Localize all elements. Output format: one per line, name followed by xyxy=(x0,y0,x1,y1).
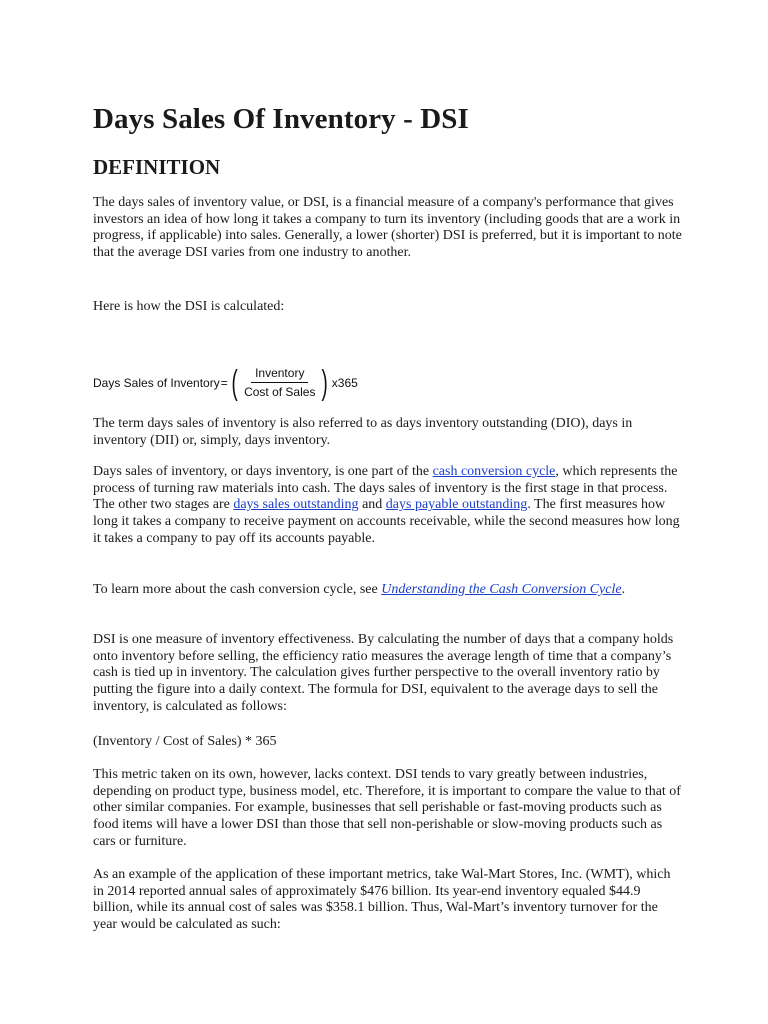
ccc-text-3: and xyxy=(358,497,386,513)
learn-text-2: . xyxy=(621,582,626,597)
formula-label: Days Sales of Inventory xyxy=(93,376,220,390)
intro-paragraph: The days sales of inventory value, or DSI, is a financial measure of a company's performance that gives investors an idea of how long it takes a company to turn its inventory (including goods that are a work in progress, if applicable) into sales. Generally, a lower (shorter) DSI is preferred, but it is important to note that the average DSI varies from one industry to another. xyxy=(93,195,682,261)
ccc-text-4: . The first measures how long it takes a company to receive payment on accounts receivable, while the second measures how long it takes a company to pay off its accounts payable. xyxy=(93,497,680,546)
effectiveness-paragraph: DSI is one measure of inventory effectiveness. By calculating the number of days that a company holds onto inventory before selling, the efficiency ratio measures the average length of time that a company’s cash is tied up in inventory. The calculation gives further perspective to the overall inventory ratio by putting the figure into a daily context. The formula for DSI, equivalent to the average days to sell the inventory, is calculated as follows: xyxy=(93,632,674,714)
page-title: Days Sales Of Inventory - DSI xyxy=(93,103,469,135)
understanding-ccc-link[interactable]: Understanding the Cash Conversion Cycle xyxy=(381,582,622,597)
days-sales-outstanding-link[interactable]: days sales outstanding xyxy=(233,497,359,513)
calc-intro-paragraph: Here is how the DSI is calculated: xyxy=(93,299,285,314)
ccc-text-2: , which represents the process of turning raw materials into cash. The days sales of inventory is the first stage in that process. The other two stages are xyxy=(93,464,678,513)
dio-paragraph: The term days sales of inventory is also referred to as days inventory outstanding (DIO), days in inventory (DII) or, simply, days inventory. xyxy=(93,416,633,448)
dsi-formula-image xyxy=(93,364,358,402)
learn-text-1: To learn more about the cash conversion cycle, see xyxy=(93,582,382,597)
ccc-text-1: Days sales of inventory, or days inventory, is one part of the xyxy=(93,464,433,479)
formula-numerator: Inventory xyxy=(251,366,308,383)
section-heading-definition: DEFINITION xyxy=(93,155,221,179)
example-paragraph: As an example of the application of these important metrics, take Wal-Mart Stores, Inc. (WMT), which in 2014 reported annual sales of approximately $476 billion. Its year-end inventory equaled $44.9 billion, while its annual cost of sales was $358.1 billion. Thus, Wal-Mart’s inventory turnover for the year would be calculated as such: xyxy=(93,867,671,933)
left-paren-glyph: ( xyxy=(231,364,238,402)
context-paragraph: This metric taken on its own, however, lacks context. DSI tends to vary greatly between industries, depending on product type, business model, etc. Therefore, it is important to compare the value to that of other similar companies. For example, businesses that sell perishable or fast-moving products such as food items will have a lower DSI than those that sell non-perishable or slow-moving products such as cars or furniture. xyxy=(93,767,681,849)
formula-fraction xyxy=(240,366,319,400)
cash-conversion-cycle-link[interactable]: cash conversion cycle xyxy=(432,464,556,479)
ccc-paragraph xyxy=(93,464,683,548)
days-payable-outstanding-link[interactable]: days payable outstanding xyxy=(385,497,528,513)
formula-equals: = xyxy=(220,376,228,390)
learn-more-paragraph xyxy=(93,582,683,599)
formula-multiplier: x365 xyxy=(331,376,358,390)
formula-denominator: Cost of Sales xyxy=(244,385,316,399)
right-paren-glyph: ) xyxy=(322,364,329,402)
formula-text-paragraph: (Inventory / Cost of Sales) * 365 xyxy=(93,734,277,749)
